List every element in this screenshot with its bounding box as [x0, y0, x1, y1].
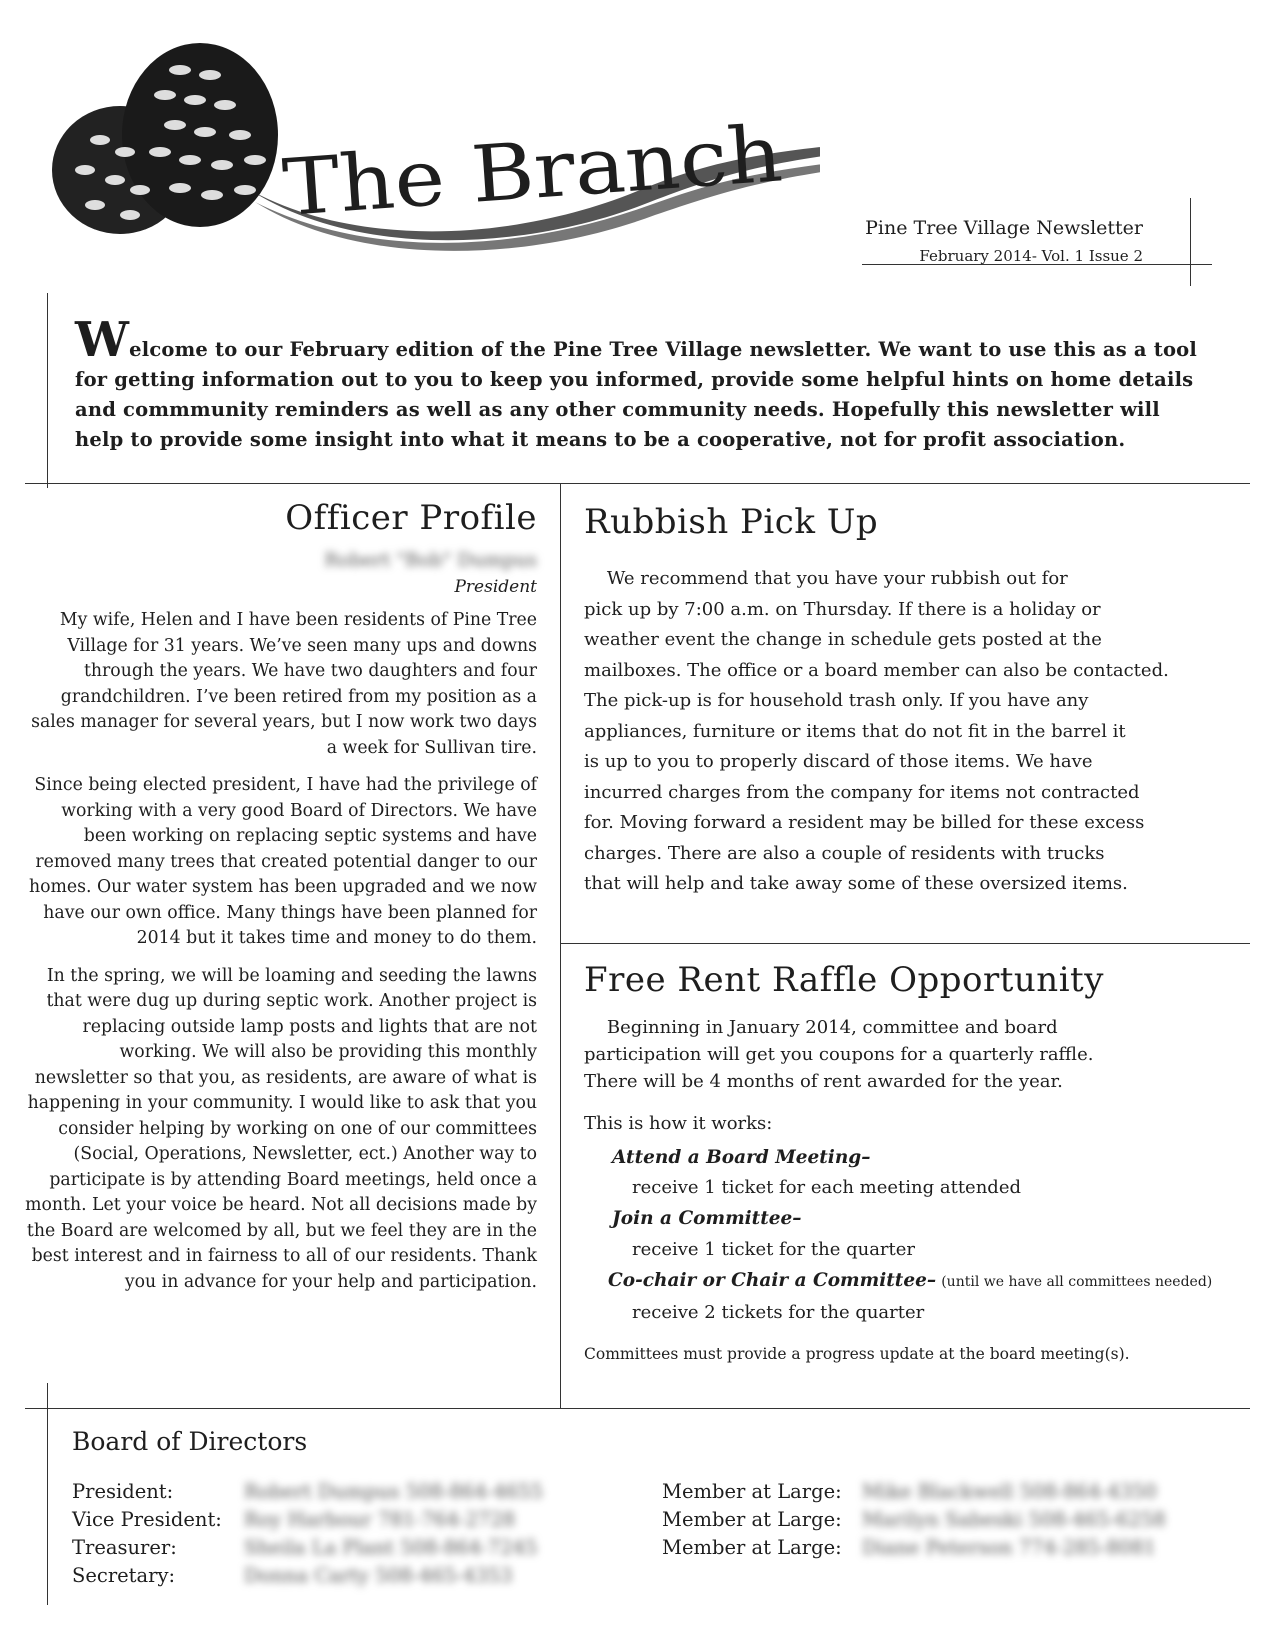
section-divider-right — [560, 943, 1250, 944]
board-contact: Marilyn Sabeski 508-465-6258 — [862, 1508, 1166, 1531]
rubbish-line: pick up by 7:00 a.m. on Thursday. If there is a holiday or — [584, 598, 1101, 620]
raffle-footer: Committees must provide a progress update at the board meeting(s). — [584, 1345, 1130, 1363]
rubbish-line: The pick-up is for household trash only. If you have any — [584, 690, 1089, 711]
intro-text: elcome to our February edition of the Pine Tree Village newsletter. We want to use this as a tool for getting information out to you to keep you informed, provide some helpful hints on home details and commmunity reminders as well as any other community needs. Hopefully this newsletter will help to provide some insight into what it means to be a cooperative, not for profit association. — [75, 338, 1197, 451]
board-rule-vertical — [47, 1383, 48, 1605]
raffle-term: Co-chair or Chair a Committee– — [608, 1270, 937, 1291]
raffle-term: Attend a Board Meeting– — [612, 1147, 871, 1168]
board-contact: Mike Blackwell 508-864-4350 — [862, 1480, 1157, 1503]
raffle-heading: Free Rent Raffle Opportunity — [584, 960, 1104, 1000]
raffle-desc: receive 2 tickets for the quarter — [632, 1302, 925, 1323]
rubbish-line: that will help and take away some of these oversized items. — [584, 873, 1128, 894]
rubbish-line: for. Moving forward a resident may be billed for these excess — [584, 812, 1145, 833]
rubbish-line: weather event the change in schedule gets posted at the — [584, 629, 1102, 650]
section-divider-bottom — [25, 1408, 1250, 1409]
rubbish-heading: Rubbish Pick Up — [584, 502, 879, 542]
board-role: President: — [72, 1480, 174, 1503]
raffle-desc: receive 1 ticket for the quarter — [632, 1239, 916, 1260]
raffle-item — [584, 1203, 1224, 1265]
officer-paragraph: In the spring, we will be loaming and seeding the lawns that were dug up during septic work. Another project is replacing outside lamp posts and lights that are not working. We will also be providing this monthly newsletter so that you, as residents, are aware of what is happening in your community. I would like to ask that you consider helping by working on one of our committees (Social, Operations, Newsletter, ect.) Another way to participate is by attending Board meetings, held once a month. Let your voice be heard. Not all decisions made by the Board are welcomed by all, but we feel they are in the best interest and in fairness to all of our residents. Thank you in advance for your help and participation. — [25, 965, 537, 1292]
board-heading: Board of Directors — [72, 1427, 308, 1456]
raffle-how: This is how it works: — [584, 1113, 773, 1134]
rubbish-line: incurred charges from the company for items not contracted — [584, 781, 1140, 803]
officer-paragraph: My wife, Helen and I have been residents of Pine Tree Village for 31 years. We’ve seen many ups and downs through the years. We have two daughters and four grandchildren. I’ve been retired from my position as a sales manager for several years, but I now work two days a week for Sullivan tire. — [31, 610, 537, 758]
intro-paragraph — [75, 312, 1205, 455]
board-row — [72, 1478, 543, 1506]
board-contact: Sheila La Plant 508-864-7245 — [244, 1536, 538, 1559]
raffle-item — [584, 1265, 1224, 1328]
board-contact: Donna Carty 508-465-4353 — [244, 1564, 513, 1587]
board-role: Secretary: — [72, 1564, 176, 1587]
raffle-intro-line: Beginning in January 2014, committee and board — [584, 1017, 1058, 1038]
officer-profile-heading: Officer Profile — [285, 498, 537, 538]
issue-info: February 2014- Vol. 1 Issue 2 — [919, 247, 1143, 265]
rubbish-line: We recommend that you have your rubbish out for — [584, 568, 1068, 589]
board-role: Member at Large: — [662, 1480, 842, 1503]
board-contact: Roy Harbour 781-764-2728 — [244, 1508, 516, 1531]
board-right-list — [662, 1478, 1166, 1562]
raffle-item — [584, 1143, 1224, 1203]
board-left-list — [72, 1478, 543, 1590]
column-divider — [560, 483, 561, 1408]
section-divider-top — [25, 483, 1250, 484]
board-role: Member at Large: — [662, 1536, 842, 1559]
masthead-rule-vertical — [1190, 198, 1191, 286]
masthead-title: The Branch — [280, 112, 744, 234]
rubbish-line: charges. There are also a couple of residents with trucks — [584, 842, 1105, 864]
intro-rule-vertical — [47, 293, 48, 488]
officer-profile — [25, 498, 537, 1307]
board-row — [662, 1506, 1166, 1534]
board-row — [72, 1506, 543, 1534]
raffle-intro-line: participation will get you coupons for a quarterly raffle. — [584, 1044, 1094, 1065]
board-role: Member at Large: — [662, 1508, 842, 1531]
board-role: Vice President: — [72, 1508, 222, 1531]
board-row — [662, 1534, 1166, 1562]
intro-dropcap: W — [75, 312, 130, 368]
rubbish-line: appliances, furniture or items that do not fit in the barrel it — [584, 720, 1126, 742]
rubbish-section — [584, 502, 1224, 900]
board-contact: Robert Dumpus 508-864-4655 — [244, 1480, 543, 1503]
masthead-logo — [40, 40, 820, 270]
rubbish-line: mailboxes. The office or a board member can also be contacted. — [584, 659, 1169, 681]
board-row — [72, 1534, 543, 1562]
raffle-desc: receive 1 ticket for each meeting attended — [632, 1177, 1021, 1198]
board-row — [662, 1478, 1166, 1506]
rubbish-line: is up to you to properly discard of those items. We have — [584, 751, 1093, 772]
raffle-section — [584, 960, 1224, 1366]
officer-role: President — [454, 577, 537, 597]
raffle-intro-line: There will be 4 months of rent awarded for the year. — [584, 1071, 1063, 1092]
board-contact: Diane Peterson 774-285-8081 — [862, 1536, 1157, 1559]
pine-cone-icon — [52, 43, 278, 234]
newsletter-subtitle: Pine Tree Village Newsletter — [865, 217, 1143, 239]
raffle-note: (until we have all committees needed) — [941, 1274, 1213, 1290]
officer-name: Robert "Bob" Dumpus — [324, 549, 537, 571]
board-role: Treasurer: — [72, 1536, 177, 1559]
officer-paragraph: Since being elected president, I have had the privilege of working with a very good Board of Directors. We have been working on replacing septic systems and have removed many trees that created potential danger to our homes. Our water system has been upgraded and we now have our own office. Many things have been planned for 2014 but it takes time and money to do them. — [28, 775, 537, 948]
raffle-term: Join a Committee– — [612, 1208, 802, 1229]
board-row — [72, 1562, 543, 1590]
